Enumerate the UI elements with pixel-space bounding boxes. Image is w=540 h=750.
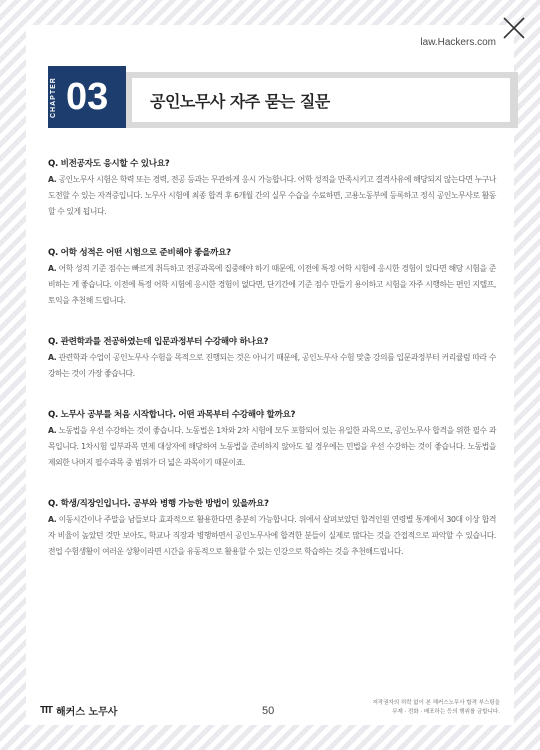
answer-text: 어학 성적 기준 점수는 빠르게 취득하고 전공과목에 집중해야 하기 때문에, 이전에 특정 어학 시험에 응시한 경험이 있다면 해당 시험을 준비하는 게 좋습니다. 이전에 특정 어학 시험에 응시한 경험이 없다면, 단기간에 기준 점수 만들기 용이하고 시험을 자주 시행하는 편인 지텔프, 토익을 추천해 드립니다. xyxy=(48,264,496,305)
faq-list xyxy=(48,157,496,586)
brand-logo xyxy=(40,703,117,718)
chapter-number: 03 xyxy=(66,76,109,118)
page-number: 50 xyxy=(262,705,275,717)
faq-answer xyxy=(48,350,496,382)
answer-label: A. xyxy=(48,264,57,273)
faq-answer xyxy=(48,512,496,560)
chapter-label: CHAPTER xyxy=(50,77,57,118)
faq-item xyxy=(48,335,496,382)
faq-item xyxy=(48,497,496,560)
copyright-notice xyxy=(340,699,500,717)
faq-question: Q. 어학 성적은 어떤 시험으로 준비해야 좋을까요? xyxy=(48,248,231,258)
faq-question: Q. 학생/직장인입니다. 공부와 병행 가능한 방법이 있을까요? xyxy=(48,499,269,509)
answer-text: 관련학과 수업이 공인노무사 수험을 목적으로 진행되는 것은 아니기 때문에, 공인노무사 수험 맞춤 강의를 입문과정부터 커리큘럼 따라 수강하는 것이 가장 좋습니다. xyxy=(48,353,496,378)
answer-label: A. xyxy=(48,515,57,524)
faq-question: Q. 비전공자도 응시할 수 있나요? xyxy=(48,159,170,169)
answer-label: A. xyxy=(48,175,57,184)
site-url: law.Hackers.com xyxy=(420,37,496,48)
answer-text: 이동시간이나 주말을 남들보다 효과적으로 활용한다면 충분히 가능합니다. 위에서 살펴보았던 합격인원 연령별 통계에서 30대 이상 합격자 비율이 높았던 것만 보아도, 학교나 직장과 병행하면서 공인노무사에 합격한 분들이 실제로 많다는 것을 간접적으로 파악할 수 있습니다. 전업 수험생활이 여러운 상황이라면 시간을 유동적으로 활용할 수 있는 인강으로 학습하는 것을 추천해드립니다. xyxy=(48,515,496,556)
copyright-line: 무제 · 전화 · 배포하는 등의 행위를 금합니다. xyxy=(392,709,500,715)
faq-answer xyxy=(48,172,496,220)
answer-text: 노동법을 우선 수강하는 것이 좋습니다. 노동법은 1차와 2차 시험에 모두 포함되어 있는 유일한 과목으로, 공인노무사 합격을 위한 필수 과목입니다. 1차시험 일부과목 면제 대상자에 해당하여 노동법을 준비하지 않아도 될 경우에는 민법을 우선 수강하는 것이 좋습니다. 노동법을 제외한 나머지 필수과목 중 범위가 더 넓은 과목이기 때문이죠. xyxy=(48,426,496,467)
faq-item xyxy=(48,157,496,220)
faq-item xyxy=(48,246,496,309)
faq-question: Q. 관련학과를 전공하였는데 입문과정부터 수강해야 하나요? xyxy=(48,337,269,347)
faq-question: Q. 노무사 공부를 처음 시작합니다. 어떤 과목부터 수강해야 할까요? xyxy=(48,410,296,420)
close-icon[interactable] xyxy=(502,16,526,40)
logo-mark: TIT xyxy=(40,705,52,716)
answer-text: 공인노무사 시험은 학력 또는 경력, 전공 등과는 무관하게 응시 가능합니다. 어학 성적을 만족시키고 결격사유에 해당되지 않는다면 누구나 도전할 수 있는 자격증입니다. 노무사 시험에 최종 합격 후 6개월 간의 실무 수습을 수료하면, 고용노동부에 등록하고 정식 공인노무사로 활동할 수 있게 됩니다. xyxy=(48,175,496,216)
chapter-title: 공인노무사 자주 묻는 질문 xyxy=(150,92,330,111)
copyright-line: 저작권자의 허락 없이 본 해커스노무사 합격 부스팅을 xyxy=(372,700,500,706)
faq-answer xyxy=(48,423,496,471)
faq-item xyxy=(48,408,496,471)
answer-label: A. xyxy=(48,353,57,362)
answer-label: A. xyxy=(48,426,57,435)
logo-text: 해커스 노무사 xyxy=(56,707,118,718)
faq-answer xyxy=(48,261,496,309)
